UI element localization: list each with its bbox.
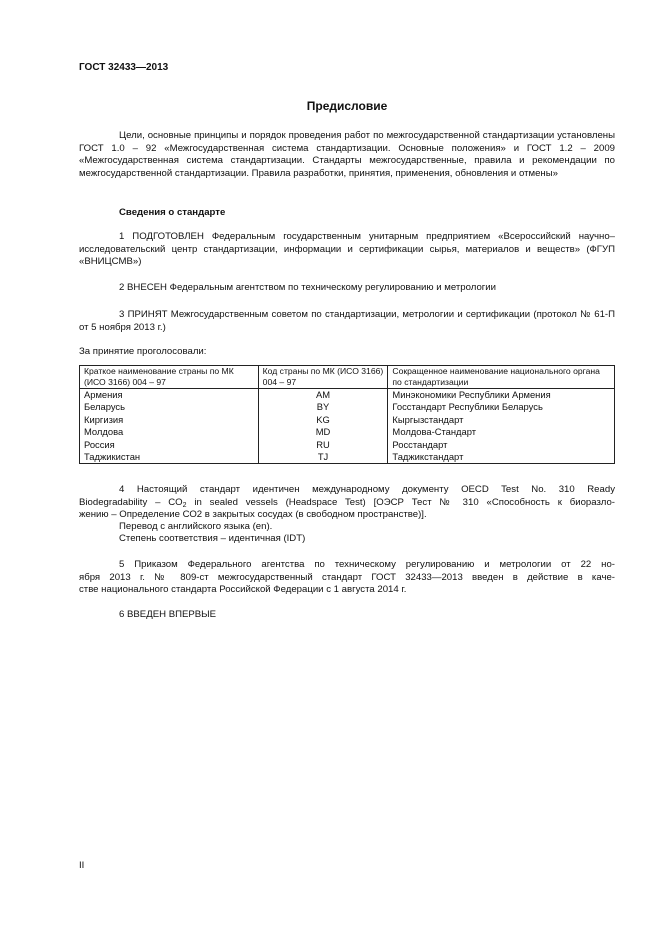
table-row <box>80 389 615 402</box>
code-cell: KG <box>258 414 388 426</box>
table-header-row <box>80 366 615 389</box>
body-cell: Росстандарт <box>388 439 615 451</box>
country-cell: Россия <box>80 439 259 451</box>
item-2-text: 2 ВНЕСЕН Федеральным агентством по техническому регулированию и метрологии <box>119 282 497 293</box>
table-row <box>80 401 615 413</box>
conformity-degree: Степень соответствия – идентичная (IDT) <box>119 533 306 544</box>
body-cell: Таджикстандарт <box>388 451 615 464</box>
body-cell: Молдова-Стандарт <box>388 426 615 438</box>
code-cell: MD <box>258 426 388 438</box>
intro-paragraph <box>79 130 615 180</box>
column-header-body: Сокращенное наименование национального органа по стандартизации <box>388 366 615 389</box>
item-5-line-1-text: 5 Приказом Федерального агентства по техническому регулированию и метрологии от 22 но- <box>119 559 615 570</box>
item-4-line-2 <box>79 497 615 510</box>
item-5-line-1 <box>79 559 615 572</box>
item-4-line-1-text: 4 Настоящий стандарт идентичен международному документу OECD Test No. 310 Ready <box>119 484 615 495</box>
code-cell: BY <box>258 401 388 413</box>
translation-note: Перевод с английского языка (en). <box>119 521 273 532</box>
body-cell: Кыргызстандарт <box>388 414 615 426</box>
code-cell: TJ <box>258 451 388 464</box>
item-4-line-3: жению – Определение СО2 в закрытых сосудах (в свободном пространстве)]. <box>79 509 427 520</box>
item-1-paragraph <box>79 231 615 269</box>
item-4-line-2a-text: Biodegradability – CO <box>79 496 183 508</box>
item-4-line-2b-text: in sealed vessels (Headspace Test) [ОЭСР Тест № 310 «Способность к биоразло- <box>186 496 615 508</box>
item-5-line-3: стве национального стандарта Российской Федерации с 1 августа 2014 г. <box>79 584 407 595</box>
country-cell: Беларусь <box>80 401 259 413</box>
item-5-line-2: ября 2013 г. № 809-ст межгосударственный стандарт ГОСТ 32433—2013 введен в действие в каче- <box>79 571 615 583</box>
code-cell: RU <box>258 439 388 451</box>
about-heading: Сведения о стандарте <box>119 207 226 218</box>
column-header-code: Код страны по МК (ИСО 3166) 004 – 97 <box>258 366 388 389</box>
country-cell: Молдова <box>80 426 259 438</box>
body-cell: Госстандарт Республики Беларусь <box>388 401 615 413</box>
item-3-paragraph <box>79 309 615 334</box>
body-cell: Минэкономики Республики Армения <box>388 389 615 402</box>
table-row <box>80 414 615 426</box>
page-number: II <box>79 860 85 871</box>
voting-table <box>79 365 615 464</box>
column-header-country: Краткое наименование страны по МК (ИСО 3166) 004 – 97 <box>80 366 259 389</box>
country-cell: Таджикистан <box>80 451 259 464</box>
table-row <box>80 439 615 451</box>
item-4-line-1 <box>79 484 615 497</box>
table-row <box>80 426 615 438</box>
item-6-text: 6 ВВЕДЕН ВПЕРВЫЕ <box>119 609 217 620</box>
item-4-paragraph <box>79 484 615 522</box>
item-3-text: 3 ПРИНЯТ Межгосударственным советом по стандартизации, метрологии и сертификации (протокол № 61-П от 5 ноября 2013 г.) <box>79 309 615 333</box>
voting-label: За принятие проголосовали: <box>79 346 207 357</box>
intro-text: Цели, основные принципы и порядок проведения работ по межгосударственной стандартизации установлены ГОСТ 1.0 – 92 «Межгосударственная система стандартизации. Основные положения» и ГОСТ 1.2 – 2009 «Межгосударственная система стандартизации. Стандарты межгосударственные, правила и рекомендации по межгосударственной стандартизации. Правила разработки, принятия, применения, обновления и отмены» <box>79 130 615 179</box>
item-5-paragraph <box>79 559 615 597</box>
country-cell: Киргизия <box>80 414 259 426</box>
item-2-paragraph <box>79 282 615 295</box>
item-1-text: 1 ПОДГОТОВЛЕН Федеральным государственным унитарным предприятием «Всероссийский научно–исследовательский центр стандартизации, информации и сертификации сырья, материалов и веществ» (ФГУП «ВНИЦСМВ») <box>79 231 615 267</box>
country-cell: Армения <box>80 389 259 402</box>
page-title: Предисловие <box>306 99 388 113</box>
document-code: ГОСТ 32433—2013 <box>79 62 169 73</box>
code-cell: AM <box>258 389 388 402</box>
table-row <box>80 451 615 464</box>
co2-subscript: 2 <box>182 501 187 509</box>
